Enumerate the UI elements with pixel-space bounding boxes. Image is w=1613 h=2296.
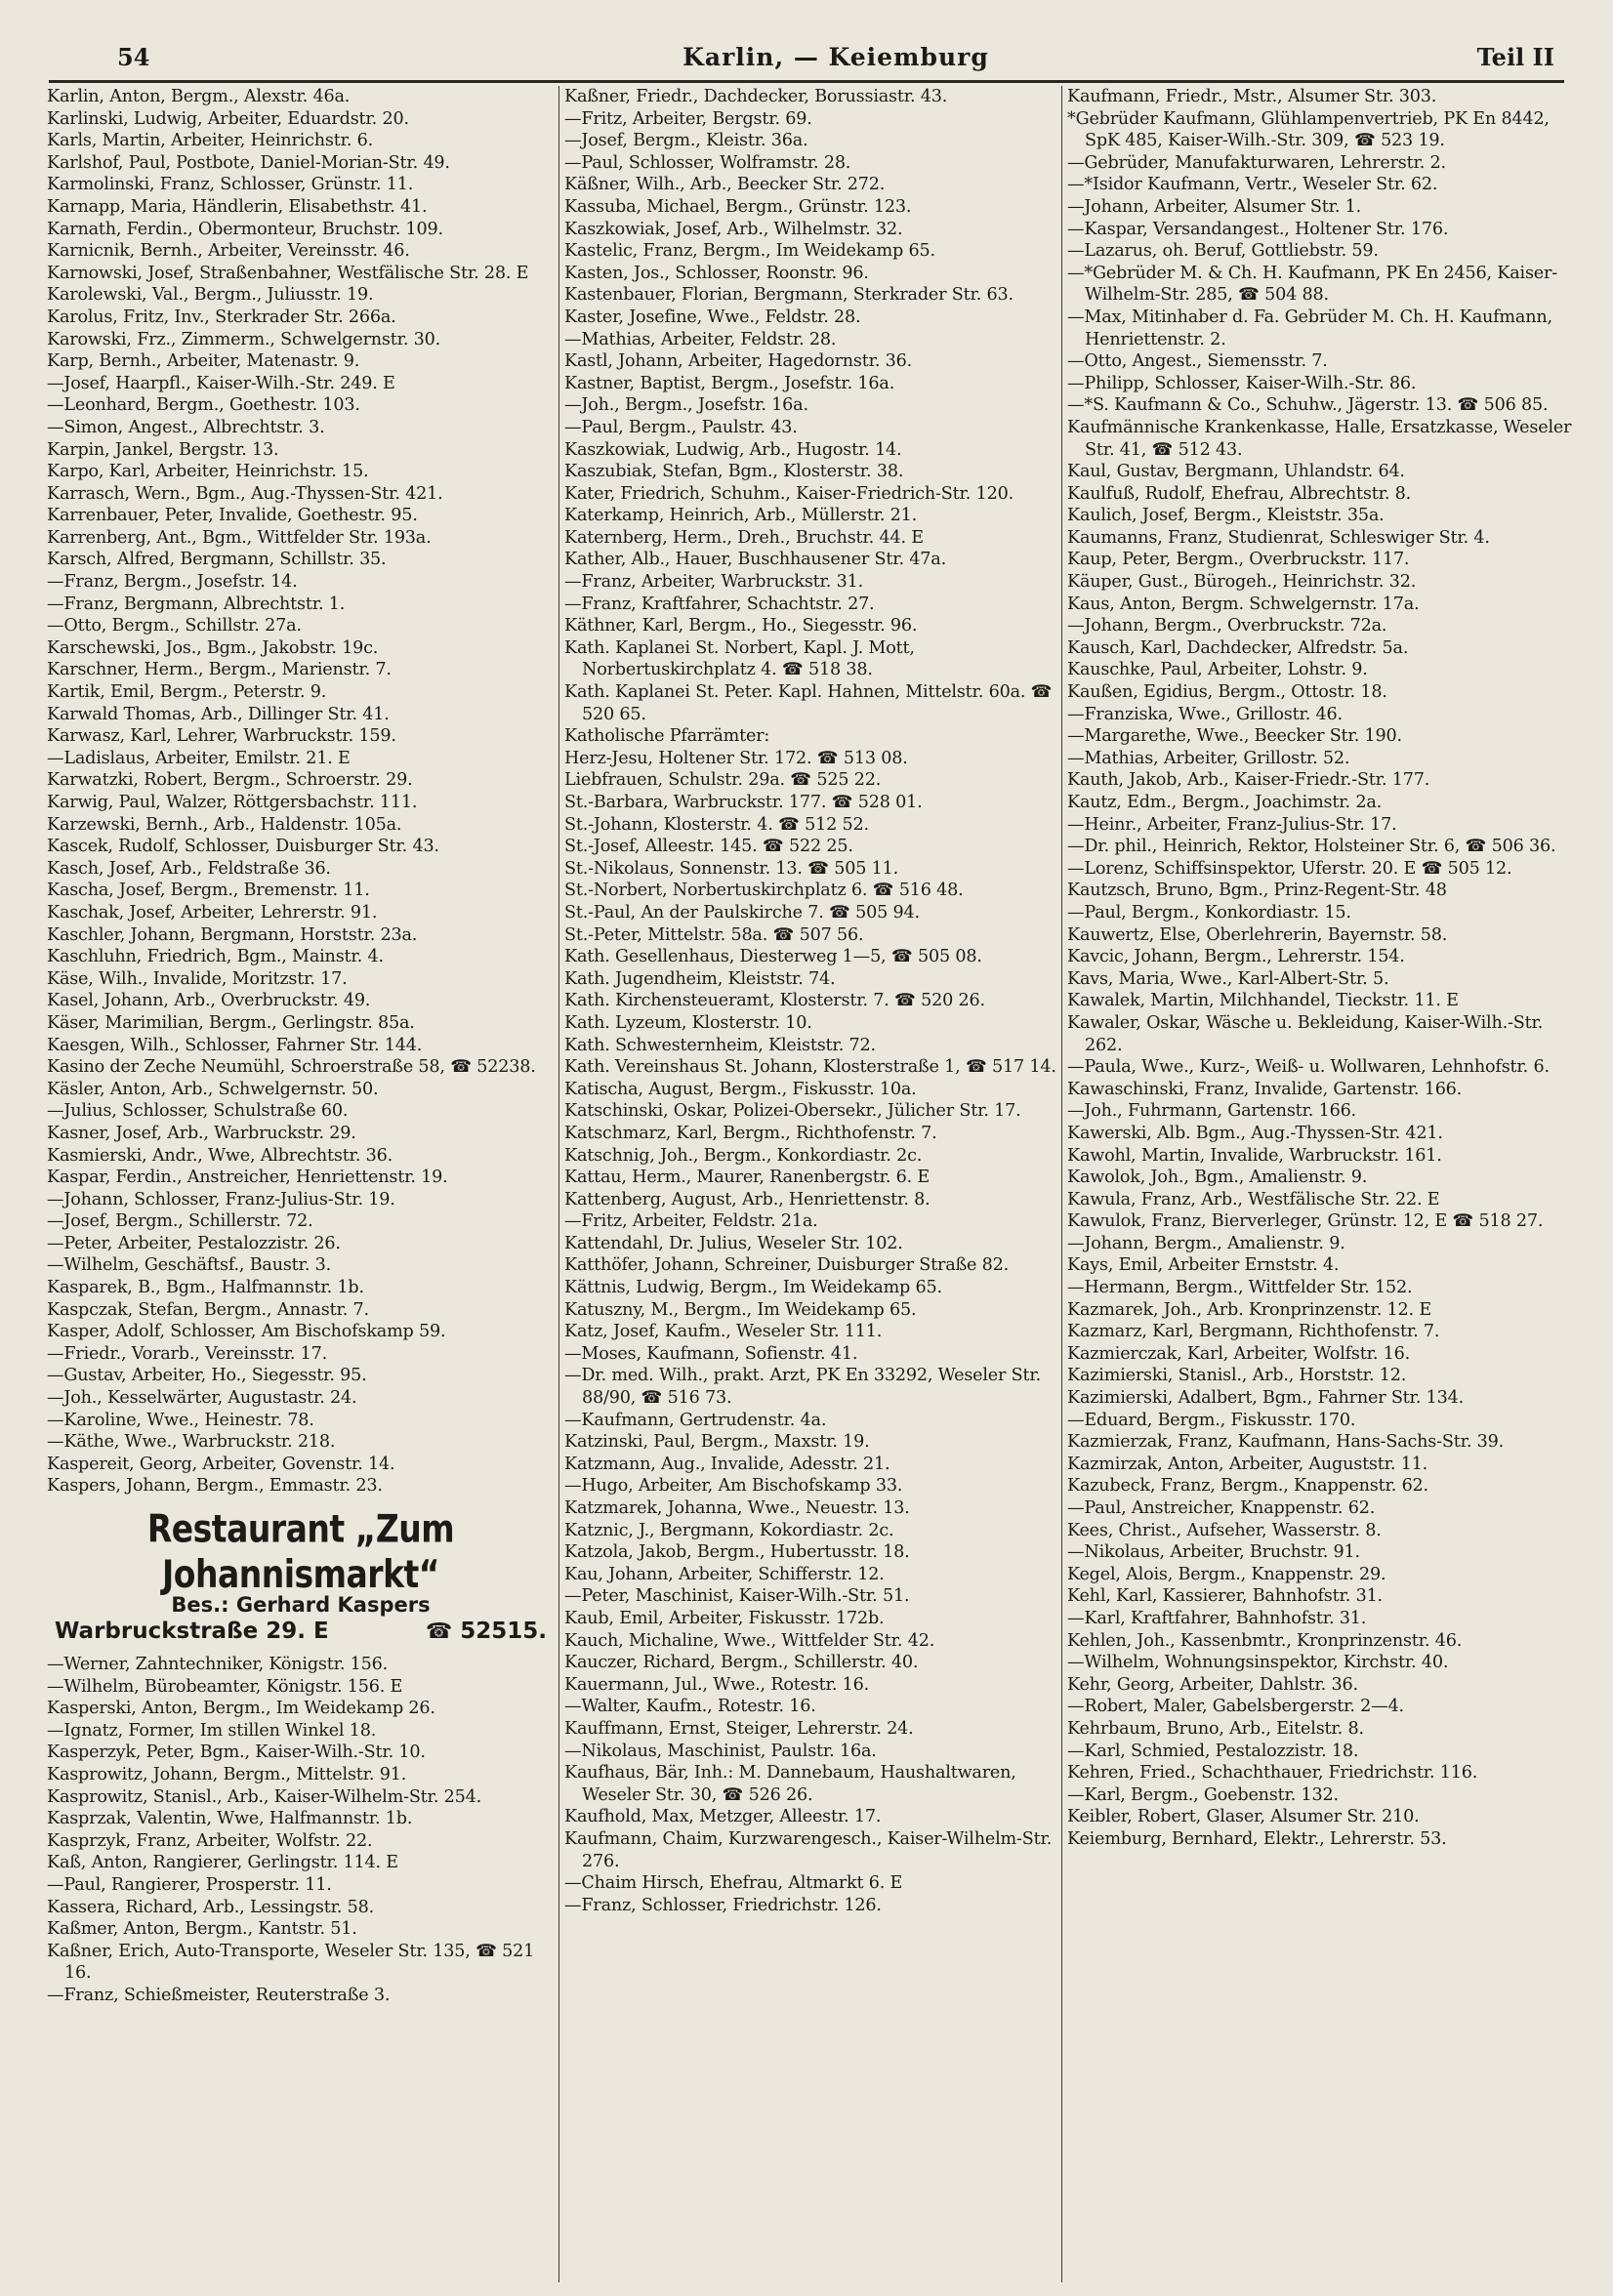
directory-entry: Kays, Emil, Arbeiter Ernststr. 4.	[1067, 1255, 1340, 1276]
directory-entry: Kaup, Peter, Bergm., Overbruckstr. 117.	[1067, 550, 1410, 570]
directory-entry: St.-Josef, Alleestr. 145. ☎ 522 25.	[564, 837, 853, 857]
directory-entry: St.-Norbert, Norbertuskirchplatz 6. ☎ 516 48.	[564, 881, 964, 901]
directory-entry: Karpin, Jankel, Bergstr. 13.	[47, 439, 279, 460]
directory-entry: Kasper, Adolf, Schlosser, Am Bischofskamp 59.	[47, 1322, 446, 1342]
directory-entry: Kawula, Franz, Arb., Westfälische Str. 22. E	[1067, 1189, 1440, 1210]
directory-entry: Kascek, Rudolf, Schlosser, Duisburger Str. 43.	[47, 837, 439, 857]
directory-entry: —Johann, Arbeiter, Alsumer Str. 1.	[1067, 196, 1362, 217]
directory-entry: Kaufhold, Max, Metzger, Alleestr. 17.	[564, 1807, 882, 1827]
directory-entry: Kazmierzak, Franz, Kaufmann, Hans-Sachs-Str. 39.	[1067, 1432, 1505, 1453]
directory-entry: Kasner, Josef, Arb., Warbruckstr. 29.	[47, 1123, 356, 1143]
directory-entry: Kather, Alb., Hauer, Buschhausener Str. 47a.	[564, 550, 946, 570]
directory-entry: Keiemburg, Bernhard, Elektr., Lehrerstr. 53.	[1067, 1828, 1447, 1849]
directory-entry: —Johann, Bergm., Amalienstr. 9.	[1067, 1233, 1345, 1253]
directory-entry: —Karl, Bergm., Goebenstr. 132.	[1067, 1784, 1339, 1805]
directory-entry: Kautz, Edm., Bergm., Joachimstr. 2a.	[1067, 793, 1382, 812]
directory-entry: Kaußen, Egidius, Bergm., Ottostr. 18.	[1067, 682, 1387, 703]
directory-entry: —Franziska, Wwe., Grillostr. 46.	[1067, 704, 1343, 724]
directory-entry: —Wilhelm, Bürobeamter, Königstr. 156. E	[47, 1676, 403, 1697]
directory-entry: —Julius, Schlosser, Schulstraße 60.	[47, 1101, 349, 1122]
directory-entry: —Käthe, Wwe., Warbruckstr. 218.	[47, 1432, 336, 1453]
directory-entry: Kaster, Josefine, Wwe., Feldstr. 28.	[564, 307, 861, 327]
directory-entry: Karwig, Paul, Walzer, Röttgersbachstr. 111.	[47, 793, 418, 812]
directory-entry: —Fritz, Arbeiter, Bergstr. 69.	[564, 108, 812, 129]
directory-entry: Kawerski, Alb. Bgm., Aug.-Thyssen-Str. 421.	[1067, 1123, 1443, 1143]
directory-entry: Katzinski, Paul, Bergm., Maxstr. 19.	[564, 1432, 870, 1453]
directory-entry: Kaul, Gustav, Bergmann, Uhlandstr. 64.	[1067, 462, 1405, 482]
directory-entry: Kaufhaus, Bär, Inh.: M. Dannebaum, Haushaltwaren, Weseler Str. 30, ☎ 526 26.	[564, 1763, 1016, 1805]
directory-entry: —Gebrüder, Manufakturwaren, Lehrerstr. 2.	[1067, 152, 1446, 173]
directory-entry: Karrenbauer, Peter, Invalide, Goethestr. 95.	[47, 506, 418, 526]
directory-entry: —Robert, Maler, Gabelsbergerstr. 2—4.	[1067, 1697, 1404, 1717]
directory-entry: Kaufmann, Chaim, Kurzwarengesch., Kaiser-Wilhelm-Str. 276.	[564, 1828, 1053, 1871]
directory-entry: Karolus, Fritz, Inv., Sterkrader Str. 266a.	[47, 307, 396, 327]
directory-entry: Kath. Lyzeum, Klosterstr. 10.	[564, 1012, 812, 1033]
directory-entry: Kasel, Johann, Arb., Overbruckstr. 49.	[47, 991, 371, 1011]
directory-entry: Käthner, Karl, Bergm., Ho., Siegesstr. 96.	[564, 616, 918, 636]
directory-entry: Katthöfer, Johann, Schreiner, Duisburger Straße 82.	[564, 1255, 1010, 1276]
directory-entry: Kaszkowiak, Ludwig, Arb., Hugostr. 14.	[564, 439, 902, 460]
page-number: 54	[117, 43, 150, 71]
directory-entry: Kastenbauer, Florian, Bergmann, Sterkrader Str. 63.	[564, 285, 1013, 306]
directory-entry: —Josef, Bergm., Schillerstr. 72.	[47, 1211, 313, 1232]
directory-entry: Karrasch, Wern., Bgm., Aug.-Thyssen-Str. 421.	[47, 483, 443, 504]
directory-entry: St.-Peter, Mittelstr. 58a. ☎ 507 56.	[564, 924, 864, 945]
directory-entry: —Moses, Kaufmann, Sofienstr. 41.	[564, 1343, 858, 1364]
directory-entry: —Paul, Bergm., Konkordiastr. 15.	[1067, 902, 1351, 922]
directory-entry: Kauwertz, Else, Oberlehrerin, Bayernstr. 58.	[1067, 924, 1448, 945]
directory-entry: Katschnig, Joh., Bergm., Konkordiastr. 2c.	[564, 1145, 923, 1166]
directory-entry: St.-Johann, Klosterstr. 4. ☎ 512 52.	[564, 814, 869, 835]
directory-entry: —Joh., Bergm., Josefstr. 16a.	[564, 395, 808, 416]
entry-list	[564, 86, 1057, 1916]
column-3	[1067, 86, 1575, 2282]
directory-entry: St.-Barbara, Warbruckstr. 177. ☎ 528 01.	[564, 793, 923, 812]
directory-entry: —Karl, Schmied, Pestalozzistr. 18.	[1067, 1741, 1359, 1761]
directory-entry: Kasprowitz, Johann, Bergm., Mittelstr. 91.	[47, 1764, 407, 1784]
directory-entry: Karlshof, Paul, Postbote, Daniel-Morian-Str. 49.	[47, 152, 450, 173]
directory-entry: —Kaufmann, Gertrudenstr. 4a.	[564, 1410, 827, 1430]
directory-entry: Kawalek, Martin, Milchhandel, Tieckstr. 11. E	[1067, 991, 1459, 1011]
directory-entry: —Fritz, Arbeiter, Feldstr. 21a.	[564, 1211, 818, 1232]
directory-entry: Kath. Kaplanei St. Peter. Kapl. Hahnen, Mittelstr. 60a. ☎ 520 65.	[564, 682, 1053, 724]
directory-entry: —Karl, Kraftfahrer, Bahnhofstr. 31.	[1067, 1608, 1367, 1628]
directory-entry: —Leonhard, Bergm., Goethestr. 103.	[47, 395, 360, 416]
ad-name: Restaurant „Zum Johannismarkt“	[146, 1505, 455, 1597]
ad-street: Warbruckstraße 29. E	[55, 1619, 329, 1644]
directory-entry: —Ignatz, Former, Im stillen Winkel 18.	[47, 1720, 377, 1741]
directory-entry: —Otto, Bergm., Schillstr. 27a.	[47, 616, 302, 636]
directory-entry: —Peter, Maschinist, Kaiser-Wilh.-Str. 51.	[564, 1586, 910, 1607]
directory-entry: Katzola, Jakob, Bergm., Hubertusstr. 18.	[564, 1542, 910, 1563]
directory-entry: —Walter, Kaufm., Rotestr. 16.	[564, 1697, 816, 1717]
directory-entry: Kehl, Karl, Kassierer, Bahnhofstr. 31.	[1067, 1586, 1383, 1607]
directory-entry: Karschner, Herm., Bergm., Marienstr. 7.	[47, 660, 392, 680]
directory-entry: Herz-Jesu, Holtener Str. 172. ☎ 513 08.	[564, 748, 908, 768]
directory-entry: —Peter, Arbeiter, Pestalozzistr. 26.	[47, 1233, 341, 1253]
directory-entry: Kater, Friedrich, Schuhm., Kaiser-Friedrich-Str. 120.	[564, 483, 1013, 504]
directory-entry: Kasperzyk, Peter, Bgm., Kaiser-Wilh.-Str. 10.	[47, 1742, 426, 1763]
directory-entry: —Hugo, Arbeiter, Am Bischofskamp 33.	[564, 1476, 903, 1496]
directory-entry: Karwasz, Karl, Lehrer, Warbruckstr. 159.	[47, 726, 396, 747]
directory-entry: —Wilhelm, Wohnungsinspektor, Kirchstr. 40.	[1067, 1653, 1449, 1673]
directory-entry: Kaulich, Josef, Bergm., Kleiststr. 35a.	[1067, 506, 1385, 526]
directory-entry: Kattendahl, Dr. Julius, Weseler Str. 102.	[564, 1233, 903, 1253]
entry-list	[47, 1654, 555, 2007]
ad-phone: 52515.	[460, 1619, 547, 1644]
directory-entry: Kehren, Fried., Schachthauer, Friedrichstr. 116.	[1067, 1763, 1478, 1784]
directory-entry: —Kaspar, Versandangest., Holtener Str. 176.	[1067, 219, 1449, 239]
directory-entry: Karlinski, Ludwig, Arbeiter, Eduardstr. 20.	[47, 108, 409, 129]
directory-entry: Kawaler, Oskar, Wäsche u. Bekleidung, Kaiser-Wilh.-Str. 262.	[1067, 1012, 1544, 1055]
directory-entry: —Ladislaus, Arbeiter, Emilstr. 21. E	[47, 748, 351, 768]
directory-entry: Kartik, Emil, Bergm., Peterstr. 9.	[47, 682, 327, 703]
directory-entry: Kaßner, Friedr., Dachdecker, Borussiastr. 43.	[564, 87, 948, 106]
directory-entry: Kasprzak, Valentin, Wwe, Halfmannstr. 1b.	[47, 1809, 413, 1829]
ad-phone-group	[426, 1619, 547, 1644]
directory-entry: —Josef, Haarpfl., Kaiser-Wilh.-Str. 249. E	[47, 373, 395, 393]
directory-entry: Karp, Bernh., Arbeiter, Matenastr. 9.	[47, 351, 360, 372]
directory-entry: Kassera, Richard, Arb., Lessingstr. 58.	[47, 1897, 375, 1917]
directory-entry: —Friedr., Vorarb., Vereinsstr. 17.	[47, 1343, 328, 1364]
directory-entry: —Chaim Hirsch, Ehefrau, Altmarkt 6. E	[564, 1873, 903, 1894]
page-header	[117, 37, 1554, 76]
directory-entry: —Eduard, Bergm., Fiskusstr. 170.	[1067, 1410, 1356, 1430]
directory-entry: St.-Nikolaus, Sonnenstr. 13. ☎ 505 11.	[564, 858, 899, 879]
directory-entry: Keibler, Robert, Glaser, Alsumer Str. 210.	[1067, 1807, 1420, 1827]
directory-entry: Käser, Marimilian, Bergm., Gerlingstr. 85a.	[47, 1012, 415, 1033]
directory-entry: Karschewski, Jos., Bgm., Jakobstr. 19c.	[47, 637, 379, 658]
directory-entry: —Johann, Schlosser, Franz-Julius-Str. 19.	[47, 1189, 395, 1210]
directory-entry: Karowski, Frz., Zimmerm., Schwelgernstr. 30.	[47, 329, 441, 349]
directory-entry: Kasmierski, Andr., Wwe, Albrechtstr. 36.	[47, 1145, 393, 1166]
directory-entry: —Paula, Wwe., Kurz-, Weiß- u. Wollwaren, Lehnhofstr. 6.	[1067, 1057, 1550, 1078]
directory-entry: Kaesgen, Wilh., Schlosser, Fahrner Str. 144.	[47, 1035, 423, 1055]
directory-entry: Kath. Vereinshaus St. Johann, Klosterstraße 1, ☎ 517 14.	[564, 1057, 1056, 1078]
directory-entry: —Paul, Rangierer, Prosperstr. 11.	[47, 1874, 332, 1895]
directory-entry: Käse, Wilh., Invalide, Moritzstr. 17.	[47, 968, 348, 989]
directory-entry: Karrenberg, Ant., Bgm., Wittfelder Str. 193a.	[47, 527, 432, 548]
directory-entry: Kauczer, Richard, Bergm., Schillerstr. 40.	[564, 1653, 919, 1673]
directory-entry: Kees, Christ., Aufseher, Wasserstr. 8.	[1067, 1520, 1382, 1540]
directory-entry: Kau, Johann, Arbeiter, Schifferstr. 12.	[564, 1564, 885, 1584]
directory-entry: Kaschak, Josef, Arbeiter, Lehrerstr. 91.	[47, 902, 378, 922]
directory-entry: Kattau, Herm., Maurer, Ranenbergstr. 6. E	[564, 1168, 931, 1188]
directory-entry: —Mathias, Arbeiter, Feldstr. 28.	[564, 329, 837, 349]
directory-entry: Kawohl, Martin, Invalide, Warbruckstr. 161.	[1067, 1145, 1442, 1166]
directory-entry: —Dr. phil., Heinrich, Rektor, Holsteiner Str. 6, ☎ 506 36.	[1067, 837, 1556, 857]
directory-entry: Kaßner, Erich, Auto-Transporte, Weseler Str. 135, ☎ 521 16.	[47, 1941, 535, 1984]
directory-entry: —Joh., Fuhrmann, Gartenstr. 166.	[1067, 1101, 1356, 1122]
directory-entry: Kavs, Maria, Wwe., Karl-Albert-Str. 5.	[1067, 968, 1389, 989]
column-divider	[558, 86, 559, 2282]
directory-entry: Katschinski, Oskar, Polizei-Obersekr., Jülicher Str. 17.	[564, 1101, 1021, 1122]
directory-entry: Kazmirzak, Anton, Arbeiter, Auguststr. 11.	[1067, 1454, 1428, 1474]
directory-entry: St.-Paul, An der Paulskirche 7. ☎ 505 94.	[564, 902, 920, 922]
directory-entry: —Lorenz, Schiffsinspektor, Uferstr. 20. E ☎ 505 12.	[1067, 858, 1512, 879]
directory-entry: Katholische Pfarrämter:	[564, 726, 770, 747]
directory-entry: Kaspczak, Stefan, Bergm., Annastr. 7.	[47, 1299, 369, 1320]
directory-entry: Kaufmann, Friedr., Mstr., Alsumer Str. 303.	[1067, 87, 1437, 106]
directory-entry: —Mathias, Arbeiter, Grillostr. 52.	[1067, 748, 1350, 768]
directory-entry: —Margarethe, Wwe., Beecker Str. 190.	[1067, 726, 1402, 747]
directory-entry: —Paul, Bergm., Paulstr. 43.	[564, 417, 798, 437]
directory-entry: Kaschluhn, Friedrich, Bgm., Mainstr. 4.	[47, 947, 384, 967]
directory-entry: Kautzsch, Bruno, Bgm., Prinz-Regent-Str. 48	[1067, 881, 1447, 901]
directory-entry: Karzewski, Bernh., Arb., Haldenstr. 105a.	[47, 814, 402, 835]
directory-entry: Kavcic, Johann, Bergm., Lehrerstr. 154.	[1067, 947, 1405, 967]
directory-entry: Kausch, Karl, Dachdecker, Alfredstr. 5a.	[1067, 637, 1409, 658]
directory-entry: Kaszkowiak, Josef, Arb., Wilhelmstr. 32.	[564, 219, 903, 239]
directory-entry: Kazmarek, Joh., Arb. Kronprinzenstr. 12. E	[1067, 1299, 1431, 1320]
part-label: Teil II	[1476, 43, 1554, 71]
directory-entry: —Philipp, Schlosser, Kaiser-Wilh.-Str. 86.	[1067, 373, 1417, 393]
directory-entry: Liebfrauen, Schulstr. 29a. ☎ 525 22.	[564, 770, 882, 791]
directory-entry: —Simon, Angest., Albrechtstr. 3.	[47, 417, 325, 437]
directory-entry: Kassuba, Michael, Bergm., Grünstr. 123.	[564, 196, 912, 217]
directory-entry: Kath. Schwesternheim, Kleiststr. 72.	[564, 1035, 876, 1055]
directory-entry: Karls, Martin, Arbeiter, Heinrichstr. 6.	[47, 131, 374, 151]
directory-entry: Karnath, Ferdin., Obermonteur, Bruchstr. 109.	[47, 219, 443, 239]
directory-entry: Kawolok, Joh., Bgm., Amalienstr. 9.	[1067, 1168, 1368, 1188]
directory-entry: —Lazarus, oh. Beruf, Gottliebstr. 59.	[1067, 241, 1379, 262]
directory-entry: —Heinr., Arbeiter, Franz-Julius-Str. 17.	[1067, 814, 1397, 835]
directory-entry: Kaszubiak, Stefan, Bgm., Klosterstr. 38.	[564, 462, 904, 482]
ad-owner: Bes.: Gerhard Kaspers	[171, 1593, 431, 1617]
directory-entry: —Nikolaus, Arbeiter, Bruchstr. 91.	[1067, 1542, 1360, 1563]
directory-entry: Katznic, J., Bergmann, Kokordiastr. 2c.	[564, 1520, 894, 1540]
directory-entry: Kaumanns, Franz, Studienrat, Schleswiger Str. 4.	[1067, 527, 1490, 548]
directory-entry: Katernberg, Herm., Dreh., Bruchstr. 44. E	[564, 527, 924, 548]
directory-entry: Kasch, Josef, Arb., Feldstraße 36.	[47, 858, 331, 879]
directory-entry: —Wilhelm, Geschäftsf., Baustr. 3.	[47, 1255, 331, 1276]
directory-entry: Kazimierski, Adalbert, Bgm., Fahrner Str. 134.	[1067, 1388, 1464, 1409]
directory-entry: Kazmarz, Karl, Bergmann, Richthofenstr. 7.	[1067, 1322, 1440, 1342]
directory-entry: Kastelic, Franz, Bergm., Im Weidekamp 65.	[564, 241, 935, 262]
directory-entry: Kazmierczak, Karl, Arbeiter, Wolfstr. 16.	[1067, 1343, 1411, 1364]
directory-entry: —Max, Mitinhaber d. Fa. Gebrüder M. Ch. H. Kaufmann, Henriettenstr. 2.	[1067, 307, 1552, 349]
directory-entry: Kasprzyk, Franz, Arbeiter, Wolfstr. 22.	[47, 1830, 373, 1851]
directory-entry: Kasten, Jos., Schlosser, Roonstr. 96.	[564, 263, 869, 283]
directory-entry: —Franz, Schießmeister, Reuterstraße 3.	[47, 1985, 391, 2005]
directory-entry: Kauermann, Jul., Wwe., Rotestr. 16.	[564, 1674, 869, 1695]
directory-entry: —Nikolaus, Maschinist, Paulstr. 16a.	[564, 1741, 877, 1761]
directory-entry: Kasperski, Anton, Bergm., Im Weidekamp 26.	[47, 1699, 435, 1719]
directory-entry: Kascha, Josef, Bergm., Bremenstr. 11.	[47, 881, 370, 901]
directory-entry: Katschmarz, Karl, Bergm., Richthofenstr. 7.	[564, 1123, 937, 1143]
directory-entry: Karnapp, Maria, Händlerin, Elisabethstr. 41.	[47, 196, 428, 217]
directory-entry: —Paul, Schlosser, Wolframstr. 28.	[564, 152, 851, 173]
directory-entry: —Gustav, Arbeiter, Ho., Siegesstr. 95.	[47, 1366, 367, 1386]
directory-entry: Kehr, Georg, Arbeiter, Dahlstr. 36.	[1067, 1674, 1358, 1695]
directory-entry: Kauch, Michaline, Wwe., Wittfelder Str. 42.	[564, 1630, 935, 1651]
directory-entry: —Franz, Schlosser, Friedrichstr. 126.	[564, 1895, 882, 1915]
directory-entry: Kaspar, Ferdin., Anstreicher, Henriettenstr. 19.	[47, 1168, 448, 1188]
directory-entry: Kaufmännische Krankenkasse, Halle, Ersatzkasse, Weseler Str. 41, ☎ 512 43.	[1067, 417, 1572, 460]
directory-entry: —*Gebrüder M. & Ch. H. Kaufmann, PK En 2456, Kaiser-Wilhelm-Str. 285, ☎ 504 88.	[1067, 263, 1557, 306]
directory-entry: —Franz, Bergmann, Albrechtstr. 1.	[47, 594, 346, 614]
directory-entry: —Hermann, Bergm., Wittfelder Str. 152.	[1067, 1278, 1413, 1298]
directory-entry: Kazimierski, Stanisl., Arb., Horststr. 12.	[1067, 1366, 1407, 1386]
directory-entry: Kauth, Jakob, Arb., Kaiser-Friedr.-Str. 177.	[1067, 770, 1430, 791]
column-divider	[1061, 86, 1062, 2282]
directory-entry: Karwald Thomas, Arb., Dillinger Str. 41.	[47, 704, 390, 724]
directory-entry: —Johann, Bergm., Overbruckstr. 72a.	[1067, 616, 1387, 636]
directory-entry: —Josef, Bergm., Kleistr. 36a.	[564, 131, 808, 151]
restaurant-advertisement	[47, 1505, 555, 1644]
directory-entry: Karsch, Alfred, Bergmann, Schillstr. 35.	[47, 550, 387, 570]
header-rule	[49, 80, 1564, 83]
directory-entry: —Franz, Arbeiter, Warbruckstr. 31.	[564, 572, 863, 593]
directory-entry: Kättnis, Ludwig, Bergm., Im Weidekamp 65.	[564, 1278, 942, 1298]
directory-entry: Käßner, Wilh., Arb., Beecker Str. 272.	[564, 175, 886, 195]
directory-entry: Kattenberg, August, Arb., Henriettenstr. 8.	[564, 1189, 931, 1210]
directory-entry: —Franz, Bergm., Josefstr. 14.	[47, 572, 298, 593]
directory-entry: Kaus, Anton, Bergm. Schwelgernstr. 17a.	[1067, 594, 1420, 614]
directory-entry: Karlin, Anton, Bergm., Alexstr. 46a.	[47, 87, 351, 106]
telephone-icon: ☎	[425, 1620, 453, 1644]
column-1	[47, 86, 555, 2282]
directory-entry: —Karoline, Wwe., Heinestr. 78.	[47, 1410, 314, 1430]
directory-entry: Kath. Jugendheim, Kleiststr. 74.	[564, 968, 836, 989]
entry-list	[47, 86, 555, 1497]
directory-entry: Kastl, Johann, Arbeiter, Hagedornstr. 36.	[564, 351, 913, 372]
directory-entry: Kaßmer, Anton, Bergm., Kantstr. 51.	[47, 1919, 357, 1940]
directory-entry: Kawaschinski, Franz, Invalide, Gartenstr. 166.	[1067, 1079, 1463, 1099]
directory-entry: —*S. Kaufmann & Co., Schuhw., Jägerstr. 13. ☎ 506 85.	[1067, 395, 1549, 416]
directory-entry: Karwatzki, Robert, Bergm., Schroerstr. 29.	[47, 770, 413, 791]
directory-entry: —Werner, Zahntechniker, Königstr. 156.	[47, 1655, 389, 1674]
directory-entry: Kegel, Alois, Bergm., Knappenstr. 29.	[1067, 1564, 1386, 1584]
directory-entry: Karnowski, Josef, Straßenbahner, Westfälische Str. 28. E	[47, 263, 529, 283]
directory-entry: *Gebrüder Kaufmann, Glühlampenvertrieb, PK En 8442, SpK 485, Kaiser-Wilh.-Str. 309, ☎ 523 19.	[1067, 108, 1550, 151]
directory-entry: —Dr. med. Wilh., prakt. Arzt, PK En 33292, Weseler Str. 88/90, ☎ 516 73.	[564, 1366, 1041, 1409]
directory-entry: Kaspers, Johann, Bergm., Emmastr. 23.	[47, 1476, 383, 1496]
directory-entry: Katerkamp, Heinrich, Arb., Müllerstr. 21.	[564, 506, 918, 526]
directory-entry: Katzmarek, Johanna, Wwe., Neuestr. 13.	[564, 1498, 910, 1518]
directory-entry: Karnicnik, Bernh., Arbeiter, Vereinsstr. 46.	[47, 241, 410, 262]
directory-entry: Kaulfuß, Rudolf, Ehefrau, Albrechtstr. 8.	[1067, 483, 1412, 504]
directory-entry: —Joh., Kesselwärter, Augustastr. 24.	[47, 1388, 357, 1409]
directory-entry: Kath. Kirchensteueramt, Klosterstr. 7. ☎ 520 26.	[564, 991, 985, 1011]
directory-entry: Kauschke, Paul, Arbeiter, Lohstr. 9.	[1067, 660, 1368, 680]
directory-entry: Kath. Kaplanei St. Norbert, Kapl. J. Mott, Norbertuskirchplatz 4. ☎ 518 38.	[564, 637, 915, 680]
directory-entry: Karmolinski, Franz, Schlosser, Grünstr. 11.	[47, 175, 414, 195]
directory-entry: Kasino der Zeche Neumühl, Schroerstraße 58, ☎ 52238.	[47, 1057, 536, 1078]
directory-entry: Kaß, Anton, Rangierer, Gerlingstr. 114. E	[47, 1853, 398, 1873]
directory-entry: —Paul, Anstreicher, Knappenstr. 62.	[1067, 1498, 1376, 1518]
directory-entry: Katischa, August, Bergm., Fiskusstr. 10a.	[564, 1079, 917, 1099]
directory-entry: Kaub, Emil, Arbeiter, Fiskusstr. 172b.	[564, 1608, 885, 1628]
directory-entry: Katz, Josef, Kaufm., Weseler Str. 111.	[564, 1322, 883, 1342]
directory-entry: Karpo, Karl, Arbeiter, Heinrichstr. 15.	[47, 462, 369, 482]
page-title: Karlin, — Keiemburg	[682, 43, 989, 71]
directory-entry: Kazubeck, Franz, Bergm., Knappenstr. 62.	[1067, 1476, 1428, 1496]
directory-entry: Kath. Gesellenhaus, Diesterweg 1—5, ☎ 505 08.	[564, 947, 982, 967]
directory-entry: Käsler, Anton, Arb., Schwelgernstr. 50.	[47, 1079, 379, 1099]
directory-entry: Kastner, Baptist, Bergm., Josefstr. 16a.	[564, 373, 895, 393]
directory-entry: Katzmann, Aug., Invalide, Adesstr. 21.	[564, 1454, 890, 1474]
directory-entry: —Otto, Angest., Siemensstr. 7.	[1067, 351, 1328, 372]
directory-entry: Kasparek, B., Bgm., Halfmannstr. 1b.	[47, 1278, 364, 1298]
column-2	[564, 86, 1057, 2282]
entry-list	[1067, 86, 1575, 1851]
directory-entry: Kawulok, Franz, Bierverleger, Grünstr. 12, E ☎ 518 27.	[1067, 1211, 1544, 1232]
directory-entry: Kehlen, Joh., Kassenbmtr., Kronprinzenstr. 46.	[1067, 1630, 1463, 1651]
directory-entry: Kehrbaum, Bruno, Arb., Eitelstr. 8.	[1067, 1718, 1364, 1739]
directory-entry: Karolewski, Val., Bergm., Juliusstr. 19.	[47, 285, 374, 306]
directory-entry: Katuszny, M., Bergm., Im Weidekamp 65.	[564, 1299, 917, 1320]
directory-entry: Kauffmann, Ernst, Steiger, Lehrerstr. 24.	[564, 1718, 914, 1739]
directory-entry: Kasprowitz, Stanisl., Arb., Kaiser-Wilhelm-Str. 254.	[47, 1786, 481, 1807]
directory-entry: Kaspereit, Georg, Arbeiter, Govenstr. 14.	[47, 1454, 395, 1474]
directory-entry: Kaschler, Johann, Bergmann, Horststr. 23a.	[47, 924, 418, 945]
directory-entry: —Franz, Kraftfahrer, Schachtstr. 27.	[564, 594, 875, 614]
directory-entry: Käuper, Gust., Bürogeh., Heinrichstr. 32.	[1067, 572, 1417, 593]
ad-address-line	[47, 1619, 555, 1644]
directory-entry: —*Isidor Kaufmann, Vertr., Weseler Str. 62.	[1067, 175, 1438, 195]
